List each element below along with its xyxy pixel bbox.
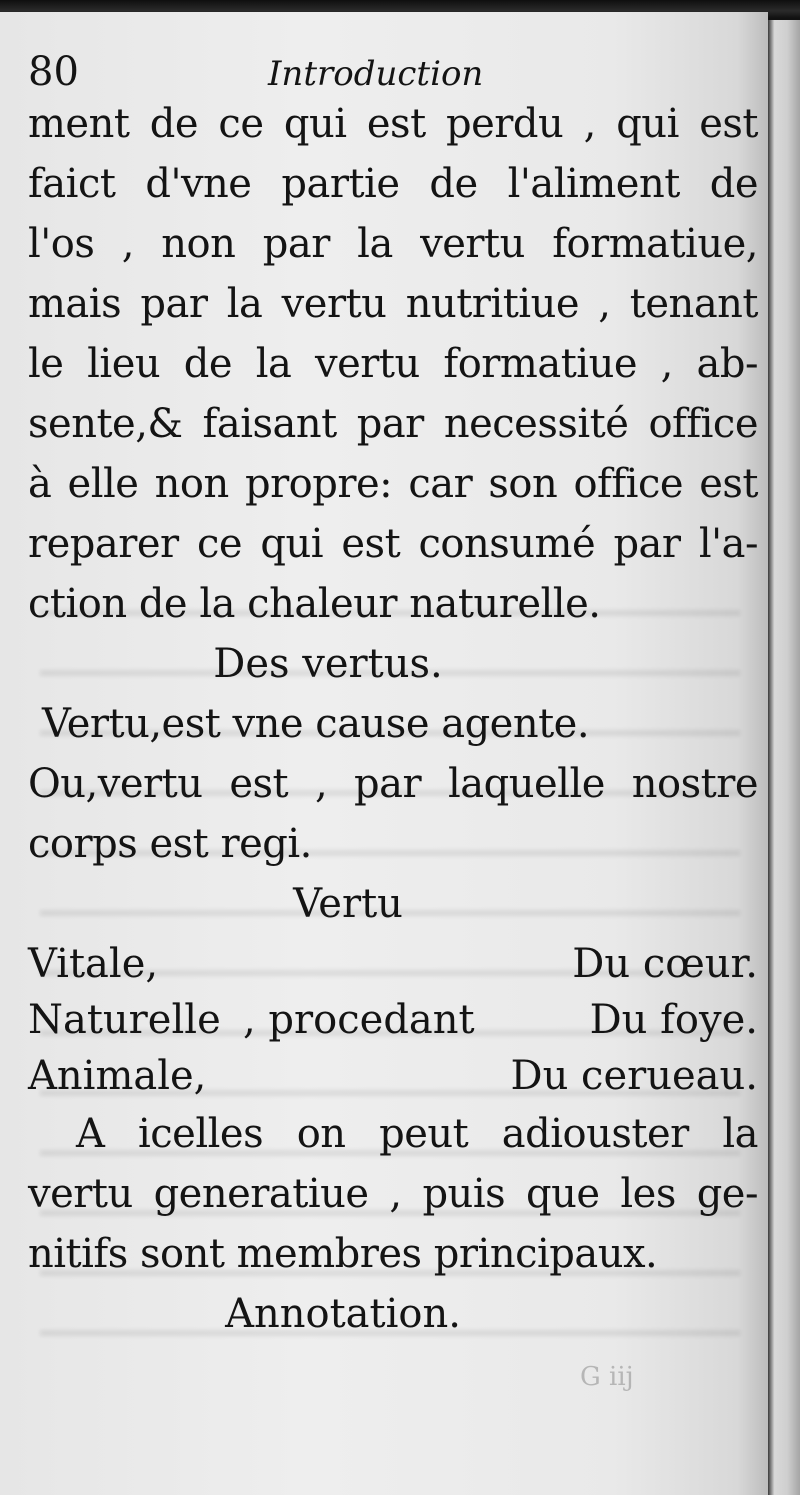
table-row xyxy=(28,992,758,1048)
body-line: l'os , non par la vertu formatiue, xyxy=(28,221,758,267)
virtue-origin: Du cœur. xyxy=(572,941,758,987)
virtue-mid: , procedant xyxy=(243,997,475,1043)
page-header xyxy=(28,42,758,94)
running-title: Introduction xyxy=(268,54,484,94)
bleed-signature: G iij xyxy=(580,1362,634,1392)
table-heading: Vertu xyxy=(293,881,403,927)
virtue-kind: Vitale, xyxy=(28,941,159,987)
definition-line: corps est regi. xyxy=(28,821,312,867)
body-line: sente,& faisant par necessité office xyxy=(28,401,758,447)
paragraph-line: nitifs sont membres principaux. xyxy=(28,1231,658,1277)
virtue-origin: Du foye. xyxy=(589,997,758,1043)
definition-line: Vertu,est vne cause agente. xyxy=(42,701,590,747)
virtue-kind: Naturelle xyxy=(28,997,221,1043)
body-line: reparer ce qui est consumé par l'a- xyxy=(28,521,758,567)
paragraph-line: A icelles on peut adiouster la xyxy=(76,1111,758,1157)
annotation-heading: Annotation. xyxy=(225,1291,461,1337)
virtue-mid xyxy=(278,936,572,992)
body-line: faict d'vne partie de l'aliment de xyxy=(28,161,758,207)
page-number: 80 xyxy=(28,49,79,95)
virtue-kind: Animale, xyxy=(28,1053,207,1099)
table-row xyxy=(28,1048,758,1104)
body-line: à elle non propre: car son office est xyxy=(28,461,758,507)
virtue-mid xyxy=(278,1048,511,1104)
virtue-origin: Du cerueau. xyxy=(510,1053,758,1099)
book-page xyxy=(0,12,768,1495)
paragraph-line: vertu generatiue , puis que les ge- xyxy=(28,1171,758,1217)
definition-line: Ou,vertu est , par laquelle nostre xyxy=(28,761,758,807)
body-line: mais par la vertu nutritiue , tenant xyxy=(28,281,758,327)
table-row xyxy=(28,936,758,992)
body-line: ment de ce qui est perdu , qui est xyxy=(28,101,758,147)
body-line: ction de la chaleur naturelle. xyxy=(28,581,601,627)
section-heading: Des vertus. xyxy=(213,641,443,687)
page-edge xyxy=(768,20,800,1495)
body-line: le lieu de la vertu formatiue , ab- xyxy=(28,341,758,387)
page-text xyxy=(28,42,758,1344)
